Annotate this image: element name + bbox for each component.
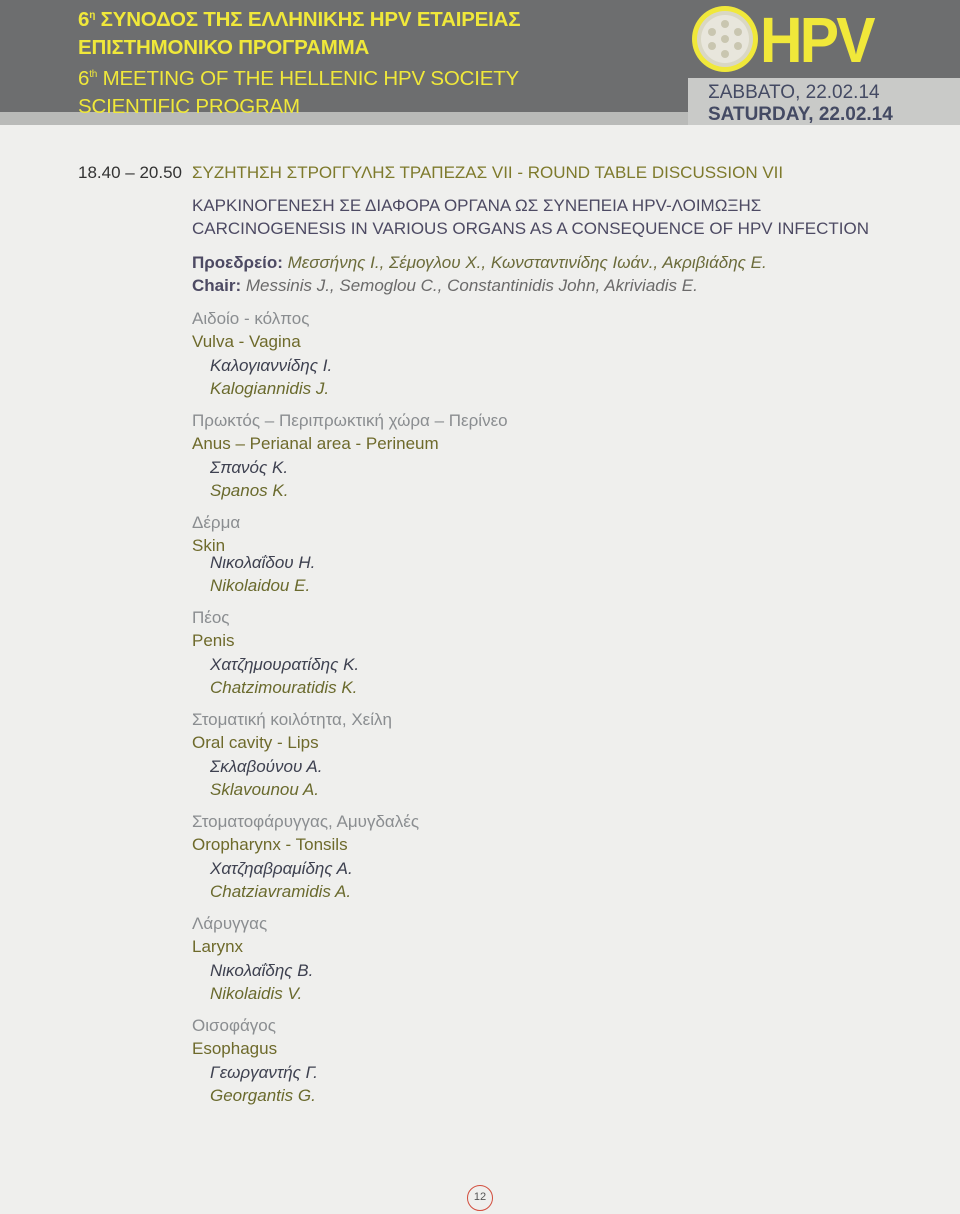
talk-topic-english: Esophagus [192, 1039, 278, 1058]
header-line-greek-meeting: $6^\eta$ ΣΥΝΟΔΟΣ ΤΗΣ ΕΛΛΗΝΙΚΗΣ HPV ΕΤΑΙΡΕΙΑΣ [78, 8, 521, 31]
talk-topic-english: Larynx [192, 937, 244, 956]
talk-speaker-greek: Γεωργαντής Γ. [210, 1063, 318, 1082]
talk-speaker-english: Nikolaidou E. [210, 576, 311, 595]
talk-speaker-english: Chatziavramidis A. [210, 882, 352, 901]
page-number: 12 [467, 1185, 493, 1211]
talk-topic-english: Vulva - Vagina [192, 332, 301, 351]
talk-topic-greek: Δέρμα [192, 513, 241, 532]
talk-speaker-english: Nikolaidis V. [210, 984, 303, 1003]
session-time: 18.40 – 20.50 [78, 163, 182, 182]
header-line-english-program: SCIENTIFIC PROGRAM [78, 94, 300, 118]
talk-topic-greek: Λάρυγγας [192, 914, 268, 933]
talk-topic-greek: Στοματοφάρυγγας, Αμυγδαλές [192, 812, 420, 831]
talk-speaker-greek: Νικολαΐδης Β. [210, 961, 314, 980]
talk-topic-english: Penis [192, 631, 235, 650]
header-line-english-meeting: 6th MEETING OF THE HELLENIC HPV SOCIETY [78, 67, 520, 90]
hpv-logo-text: HPV [760, 4, 873, 76]
hpv-virus-logo-icon [690, 4, 760, 74]
talk-topic-greek: Αιδοίο - κόλπος [192, 309, 310, 328]
talk-speaker-greek: Σκλαβούνου Α. [210, 757, 323, 776]
talk-topic-english: Skin [192, 536, 226, 555]
session-subtitle-english: CARCINOGENESIS IN VARIOUS ORGANS AS A CONSEQUENCE OF HPV INFECTION [192, 219, 869, 238]
talk-topic-greek: Στοματική κοιλότητα, Χείλη [192, 710, 392, 729]
talk-speaker-english: Sklavounou A. [210, 780, 319, 799]
talk-speaker-greek: Νικολαΐδου Η. [210, 553, 316, 572]
page-header [0, 0, 960, 125]
talk-topic-greek: Πρωκτός – Περιπρωκτική χώρα – Περίνεο [192, 411, 508, 430]
talk-topic-english: Oropharynx - Tonsils [192, 835, 348, 854]
talk-topic-english: Anus – Perianal area - Perineum [192, 434, 439, 453]
header-titles [78, 2, 520, 120]
talk-speaker-greek: Χατζηαβραμίδης Α. [210, 859, 353, 878]
header-line-greek-program: ΕΠΙΣΤΗΜΟΝΙΚΟ ΠΡΟΓΡΑΜΜΑ [78, 35, 370, 59]
talk-speaker-english: Georgantis G. [210, 1086, 316, 1105]
talk-topic-greek: Πέος [192, 608, 230, 627]
session-subtitle-greek: ΚΑΡΚΙΝΟΓΕΝΕΣΗ ΣΕ ΔΙΑΦΟΡΑ ΟΡΓΑΝΑ ΩΣ ΣΥΝΕΠΕΙΑ HPV-ΛΟΙΜΩΞΗΣ [192, 196, 762, 215]
talk-speaker-english: Spanos K. [210, 481, 289, 500]
chairs-english: Chair: Messinis J., Semoglou C., Constantinidis John, Akriviadis E. [192, 276, 698, 295]
talk-speaker-english: Kalogiannidis J. [210, 379, 330, 398]
chairs-greek: Προεδρείο: Μεσσήνης Ι., Σέμογλου Χ., Κωνσταντινίδης Ιωάν., Ακριβιάδης Ε. [192, 253, 767, 272]
talk-topic-greek: Οισοφάγος [192, 1016, 276, 1035]
talk-topic-english: Oral cavity - Lips [192, 733, 319, 752]
session-title: ΣΥΖΗΤΗΣΗ ΣΤΡΟΓΓΥΛΗΣ ΤΡΑΠΕΖΑΣ VII - ROUND TABLE DISCUSSION VII [192, 163, 784, 182]
talk-speaker-greek: Χατζημουρατίδης Κ. [210, 655, 360, 674]
talk-speaker-greek: Σπανός Κ. [210, 458, 289, 477]
date-greek: ΣΑΒΒΑΤΟ, 22.02.14 [708, 82, 880, 103]
talk-speaker-greek: Καλογιαννίδης Ι. [210, 356, 333, 375]
talk-speaker-english: Chatzimouratidis K. [210, 678, 358, 697]
date-english: SATURDAY, 22.02.14 [708, 104, 893, 125]
